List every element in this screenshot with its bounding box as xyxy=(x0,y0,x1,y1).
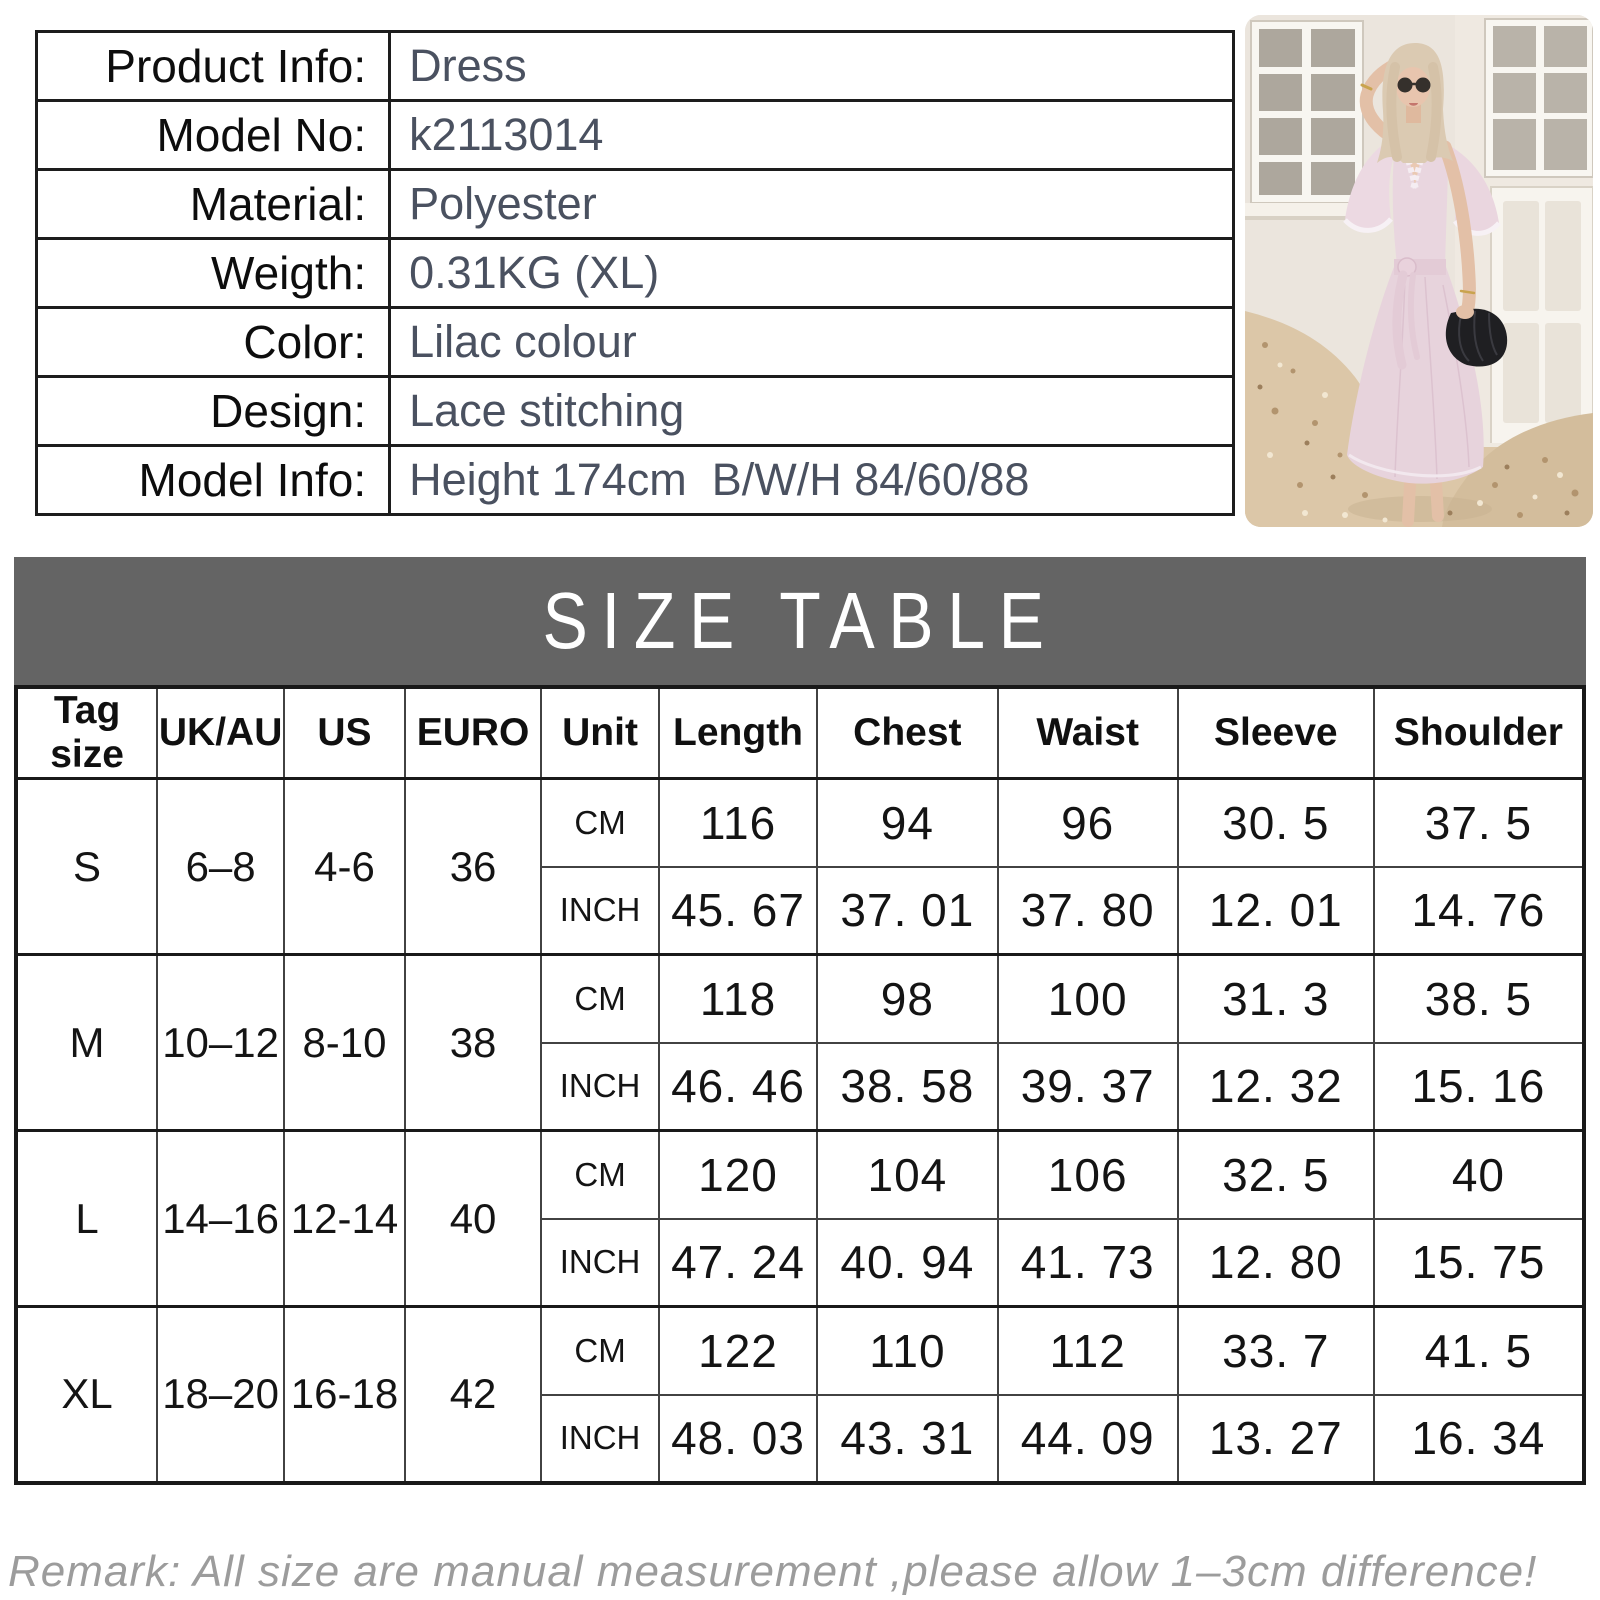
col-header-unit: Unit xyxy=(541,687,659,779)
remark-text: Remark: All size are manual measurement ,please allow 1–3cm difference! xyxy=(8,1546,1538,1596)
measure-cell: 40 xyxy=(1374,1131,1584,1219)
col-header-shoulder: Shoulder xyxy=(1374,687,1584,779)
unit-cell-inch: INCH xyxy=(541,1043,659,1131)
measure-cell: 38. 5 xyxy=(1374,955,1584,1043)
measure-cell: 41. 5 xyxy=(1374,1307,1584,1395)
measure-cell: 30. 5 xyxy=(1178,779,1374,867)
size-row-xl-cm xyxy=(16,1307,1584,1395)
info-row xyxy=(37,308,1234,377)
product-photo xyxy=(1245,15,1593,527)
measure-cell: 38. 58 xyxy=(817,1043,997,1131)
unit-cell-inch: INCH xyxy=(541,867,659,955)
measure-cell: 37. 5 xyxy=(1374,779,1584,867)
size-uk-cell: 6–8 xyxy=(157,779,284,955)
size-euro-cell: 36 xyxy=(405,779,541,955)
size-uk-cell: 14–16 xyxy=(157,1131,284,1307)
measure-cell: 104 xyxy=(817,1131,997,1219)
col-header-waist: Waist xyxy=(998,687,1178,779)
info-row xyxy=(37,239,1234,308)
unit-cell-cm: CM xyxy=(541,779,659,867)
measure-cell: 45. 67 xyxy=(659,867,817,955)
size-table-banner xyxy=(14,557,1586,685)
unit-cell-cm: CM xyxy=(541,1307,659,1395)
size-euro-cell: 40 xyxy=(405,1131,541,1307)
measure-cell: 100 xyxy=(998,955,1178,1043)
info-label: Design: xyxy=(37,377,390,446)
size-us-cell: 4-6 xyxy=(284,779,405,955)
col-header-tag-size: Tag size xyxy=(16,687,157,779)
measure-cell: 32. 5 xyxy=(1178,1131,1374,1219)
info-value: Polyester xyxy=(390,170,1234,239)
size-euro-cell: 38 xyxy=(405,955,541,1131)
measure-cell: 37. 80 xyxy=(998,867,1178,955)
info-row xyxy=(37,32,1234,101)
info-value: Height 174cm B/W/H 84/60/88 xyxy=(390,446,1234,515)
measure-cell: 120 xyxy=(659,1131,817,1219)
size-us-cell: 16-18 xyxy=(284,1307,405,1483)
size-row-m-cm xyxy=(16,955,1584,1043)
unit-cell-inch: INCH xyxy=(541,1395,659,1483)
measure-cell: 13. 27 xyxy=(1178,1395,1374,1483)
measure-cell: 40. 94 xyxy=(817,1219,997,1307)
size-uk-cell: 18–20 xyxy=(157,1307,284,1483)
measure-cell: 122 xyxy=(659,1307,817,1395)
size-table-header-row xyxy=(16,687,1584,779)
measure-cell: 106 xyxy=(998,1131,1178,1219)
measure-cell: 118 xyxy=(659,955,817,1043)
measure-cell: 12. 32 xyxy=(1178,1043,1374,1131)
measure-cell: 110 xyxy=(817,1307,997,1395)
measure-cell: 96 xyxy=(998,779,1178,867)
info-value: Lace stitching xyxy=(390,377,1234,446)
info-label: Product Info: xyxy=(37,32,390,101)
col-header-chest: Chest xyxy=(817,687,997,779)
info-row xyxy=(37,101,1234,170)
measure-cell: 43. 31 xyxy=(817,1395,997,1483)
col-header-sleeve: Sleeve xyxy=(1178,687,1374,779)
info-value: k2113014 xyxy=(390,101,1234,170)
size-uk-cell: 10–12 xyxy=(157,955,284,1131)
measure-cell: 16. 34 xyxy=(1374,1395,1584,1483)
measure-cell: 41. 73 xyxy=(998,1219,1178,1307)
info-label: Model Info: xyxy=(37,446,390,515)
measure-cell: 12. 80 xyxy=(1178,1219,1374,1307)
size-row-s-cm xyxy=(16,779,1584,867)
product-info-table xyxy=(35,30,1235,516)
unit-cell-inch: INCH xyxy=(541,1219,659,1307)
measure-cell: 46. 46 xyxy=(659,1043,817,1131)
measure-cell: 116 xyxy=(659,779,817,867)
size-tag-cell: L xyxy=(16,1131,157,1307)
info-row xyxy=(37,377,1234,446)
measure-cell: 15. 16 xyxy=(1374,1043,1584,1131)
info-row xyxy=(37,446,1234,515)
size-tag-cell: XL xyxy=(16,1307,157,1483)
measure-cell: 37. 01 xyxy=(817,867,997,955)
size-table-title: SIZE TABLE xyxy=(542,576,1058,665)
measure-cell: 112 xyxy=(998,1307,1178,1395)
col-header-length: Length xyxy=(659,687,817,779)
size-us-cell: 12-14 xyxy=(284,1131,405,1307)
info-label: Material: xyxy=(37,170,390,239)
measure-cell: 12. 01 xyxy=(1178,867,1374,955)
measure-cell: 48. 03 xyxy=(659,1395,817,1483)
size-us-cell: 8-10 xyxy=(284,955,405,1131)
measure-cell: 39. 37 xyxy=(998,1043,1178,1131)
info-label: Model No: xyxy=(37,101,390,170)
size-tag-cell: M xyxy=(16,955,157,1131)
unit-cell-cm: CM xyxy=(541,1131,659,1219)
size-tag-cell: S xyxy=(16,779,157,955)
size-table xyxy=(14,685,1586,1485)
info-value: 0.31KG (XL) xyxy=(390,239,1234,308)
info-value: Lilac colour xyxy=(390,308,1234,377)
info-row xyxy=(37,170,1234,239)
info-value: Dress xyxy=(390,32,1234,101)
info-label: Weigth: xyxy=(37,239,390,308)
measure-cell: 98 xyxy=(817,955,997,1043)
measure-cell: 47. 24 xyxy=(659,1219,817,1307)
measure-cell: 14. 76 xyxy=(1374,867,1584,955)
measure-cell: 94 xyxy=(817,779,997,867)
top-section xyxy=(0,0,1600,527)
info-label: Color: xyxy=(37,308,390,377)
measure-cell: 31. 3 xyxy=(1178,955,1374,1043)
window-right-icon xyxy=(1485,19,1593,177)
col-header-us: US xyxy=(284,687,405,779)
measure-cell: 44. 09 xyxy=(998,1395,1178,1483)
measure-cell: 15. 75 xyxy=(1374,1219,1584,1307)
size-row-l-cm xyxy=(16,1131,1584,1219)
measure-cell: 33. 7 xyxy=(1178,1307,1374,1395)
col-header-uk-au: UK/AU xyxy=(157,687,284,779)
size-euro-cell: 42 xyxy=(405,1307,541,1483)
unit-cell-cm: CM xyxy=(541,955,659,1043)
col-header-euro: EURO xyxy=(405,687,541,779)
